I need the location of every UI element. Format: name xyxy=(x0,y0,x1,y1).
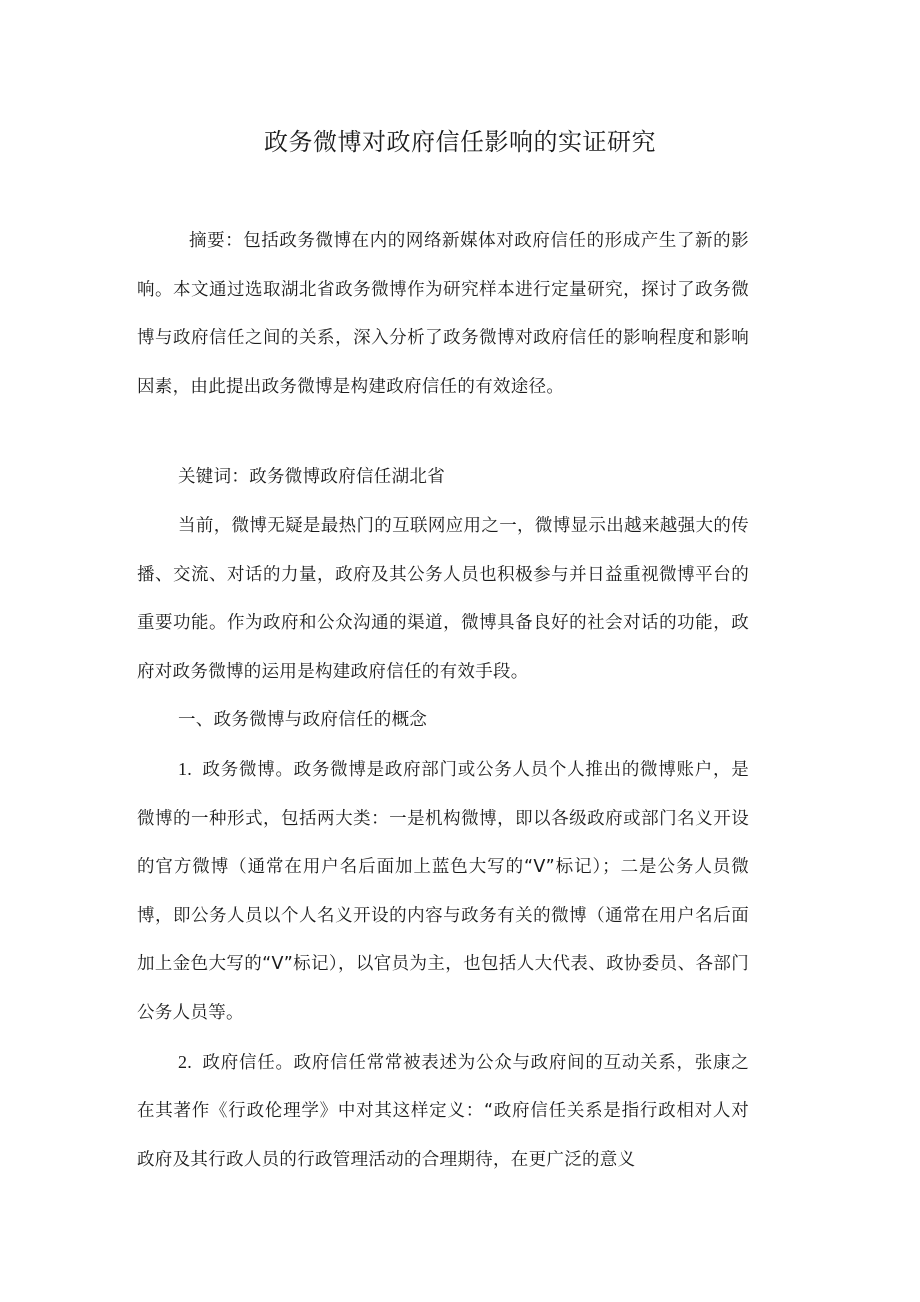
intro-paragraph: 当前，微博无疑是最热门的互联网应用之一，微博显示出越来越强大的传播、交流、对话的力量，政府及其公务人员也积极参与并日益重视微博平台的重要功能。作为政府和公众沟通的渠道，微博具备良好的社会对话的功能，政府对政务微博的运用是构建政府信任的有效手段。 xyxy=(137,516,749,682)
item-1-number: 1. xyxy=(178,758,193,779)
item-1-text: 政务微博。政务微博是政府部门或公务人员个人推出的微博账户，是微博的一种形式，包括两大类：一是机构微博，即以各级政府或部门名义开设的官方微博（通常在用户名后面加上蓝色大写的“V”标记）；二是公务人员微博，即公务人员以个人名义开设的内容与政务有关的微博（通常在用户名后面加上金色大写的“V”标记），以官员为主，也包括人大代表、政协委员、各部门公务人员等。 xyxy=(137,759,749,1023)
keywords-line: 关键词：政务微博政府信任湖北省 xyxy=(178,467,445,487)
item-1-paragraph xyxy=(137,745,749,1038)
item-2-number: 2. xyxy=(178,1051,193,1072)
abstract-paragraph: 摘要：包括政务微博在内的网络新媒体对政府信任的形成产生了新的影响。本文通过选取湖北省政务微博作为研究样本进行定量研究，探讨了政务微博与政府信任之间的关系，深入分析了政务微博对政府信任的影响程度和影响因素，由此提出政务微博是构建政府信任的有效途径。 xyxy=(137,231,749,397)
item-2-paragraph xyxy=(137,1038,749,1185)
document-title: 政务微博对政府信任影响的实证研究 xyxy=(264,128,656,156)
body-flow xyxy=(137,502,749,1184)
section-heading: 一、政务微博与政府信任的概念 xyxy=(178,710,428,731)
item-2-text: 政府信任。政府信任常常被表述为公众与政府间的互动关系，张康之在其著作《行政伦理学》中对其这样定义：“政府信任关系是指行政相对人对政府及其行政人员的行政管理活动的合理期待，在更广泛的意义 xyxy=(137,1052,749,1170)
